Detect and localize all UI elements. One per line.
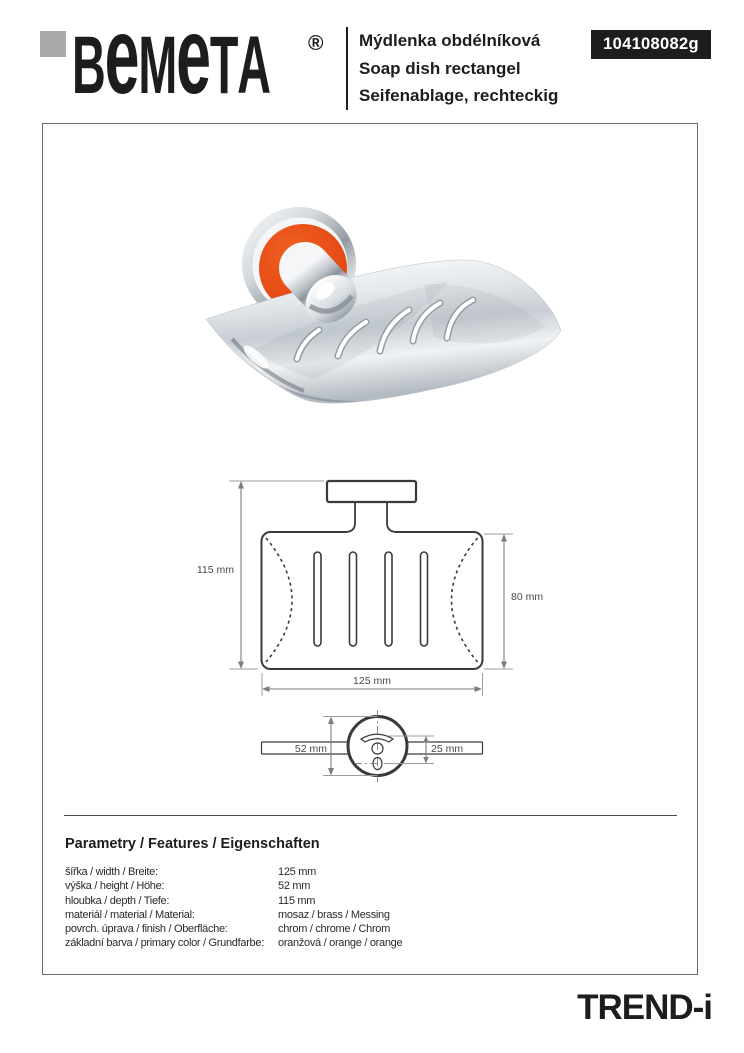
product-title-en: Soap dish rectangel (359, 58, 521, 78)
table-row (65, 908, 402, 922)
parameters-heading: Parametry / Features / Eigenschaften (65, 836, 320, 852)
param-label: materiál / material / Material: (65, 908, 195, 921)
table-row (65, 865, 402, 879)
param-value: mosaz / brass / Messing (278, 908, 390, 921)
param-value: 125 mm (278, 866, 316, 878)
param-label: šířka / width / Breite: (65, 866, 158, 878)
dimension-label-125: 125 mm (353, 675, 391, 687)
product-title-cs: Mýdlenka obdélníková (359, 31, 541, 50)
brand-letter: A (237, 20, 270, 112)
brand-letter: e (104, 20, 139, 112)
brand-wordmark (72, 20, 270, 112)
brand-letter: T (209, 20, 238, 112)
param-value: oranžová / orange / orange (278, 937, 403, 950)
brand-letter: M (138, 20, 177, 112)
param-label: základní barva / primary color / Grundfarbe: (65, 937, 264, 950)
dimension-label-25: 25 mm (431, 743, 464, 755)
table-row (65, 879, 402, 893)
technical-drawing-mount (184, 704, 554, 794)
param-label: výška / height / Höhe: (65, 880, 165, 893)
dimension-label-80: 80 mm (511, 591, 544, 603)
product-code-badge (591, 30, 711, 59)
dimension-label-52: 52 mm (294, 743, 327, 755)
param-value: chrom / chrome / Chrom (278, 923, 390, 936)
registered-trademark-icon: ® (308, 32, 324, 55)
product-photo (184, 189, 574, 419)
series-name: TREND-i (577, 988, 712, 1027)
param-label: hloubka / depth / Tiefe: (65, 894, 170, 907)
table-row (65, 922, 402, 936)
param-value: 52 mm (278, 880, 311, 893)
param-value: 115 mm (278, 894, 316, 907)
table-row (65, 894, 402, 908)
dimension-label-115: 115 mm (196, 564, 234, 576)
brand-letter: B (72, 20, 105, 112)
dish-outline (262, 532, 483, 669)
table-row (65, 936, 402, 950)
param-label: povrch. úprava / finish / Oberfläche: (65, 923, 228, 936)
product-title-block (346, 27, 558, 110)
bemeta-logo (40, 20, 340, 112)
wall-plate-outline (327, 481, 416, 502)
logo-square-icon (40, 31, 66, 57)
stem-outline (346, 501, 396, 532)
product-code: 104108082g (603, 35, 699, 53)
product-title-de: Seifenablage, rechteckig (359, 86, 559, 105)
section-divider (64, 815, 677, 816)
content-frame (42, 123, 698, 975)
technical-drawing-front (184, 464, 554, 704)
brand-letter: e (176, 20, 210, 112)
parameters-table (65, 865, 402, 951)
